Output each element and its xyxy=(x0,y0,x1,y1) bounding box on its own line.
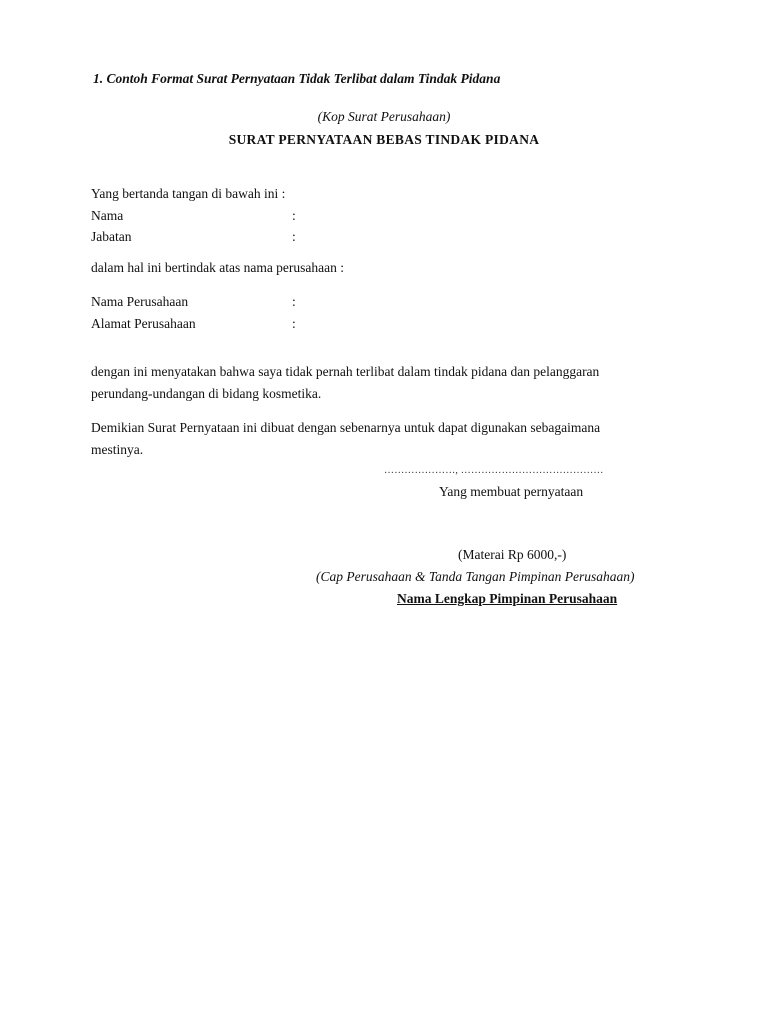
letterhead-placeholder: (Kop Surat Perusahaan) xyxy=(317,109,451,124)
field-colon-nama: : xyxy=(292,208,296,223)
statement-line-1: dengan ini menyatakan bahwa saya tidak pernah terlibat dalam tindak pidana dan pelanggaran xyxy=(91,364,600,379)
statement-line-2: perundang-undangan di bidang kosmetika. xyxy=(91,386,322,401)
field-colon-jabatan: : xyxy=(292,229,296,244)
field-label-jabatan: Jabatan xyxy=(91,229,132,244)
field-label-nama: Nama xyxy=(91,208,124,223)
stamp-signature-note: (Cap Perusahaan & Tanda Tangan Pimpinan Perusahaan) xyxy=(316,569,635,584)
field-label-alamat-perusahaan: Alamat Perusahaan xyxy=(91,316,196,331)
place-date-placeholder: …………………, …………………………………… xyxy=(384,465,604,476)
field-colon-alamat-perusahaan: : xyxy=(292,316,296,331)
closing-line-2: mestinya. xyxy=(91,442,144,457)
signer-label: Yang membuat pernyataan xyxy=(439,484,584,499)
section-heading: 1. Contoh Format Surat Pernyataan Tidak Terlibat dalam Tindak Pidana xyxy=(93,71,501,86)
leader-name-placeholder: Nama Lengkap Pimpinan Perusahaan xyxy=(397,591,618,606)
field-label-nama-perusahaan: Nama Perusahaan xyxy=(91,294,189,309)
closing-line-1: Demikian Surat Pernyataan ini dibuat dengan sebenarnya untuk dapat digunakan sebagaimana xyxy=(91,420,601,435)
intro-text: Yang bertanda tangan di bawah ini : xyxy=(91,186,286,201)
stamp-duty-note: (Materai Rp 6000,-) xyxy=(458,547,567,562)
on-behalf-text: dalam hal ini bertindak atas nama perusahaan : xyxy=(91,260,345,275)
document-title: SURAT PERNYATAAN BEBAS TINDAK PIDANA xyxy=(228,132,540,147)
field-colon-nama-perusahaan: : xyxy=(292,294,296,309)
